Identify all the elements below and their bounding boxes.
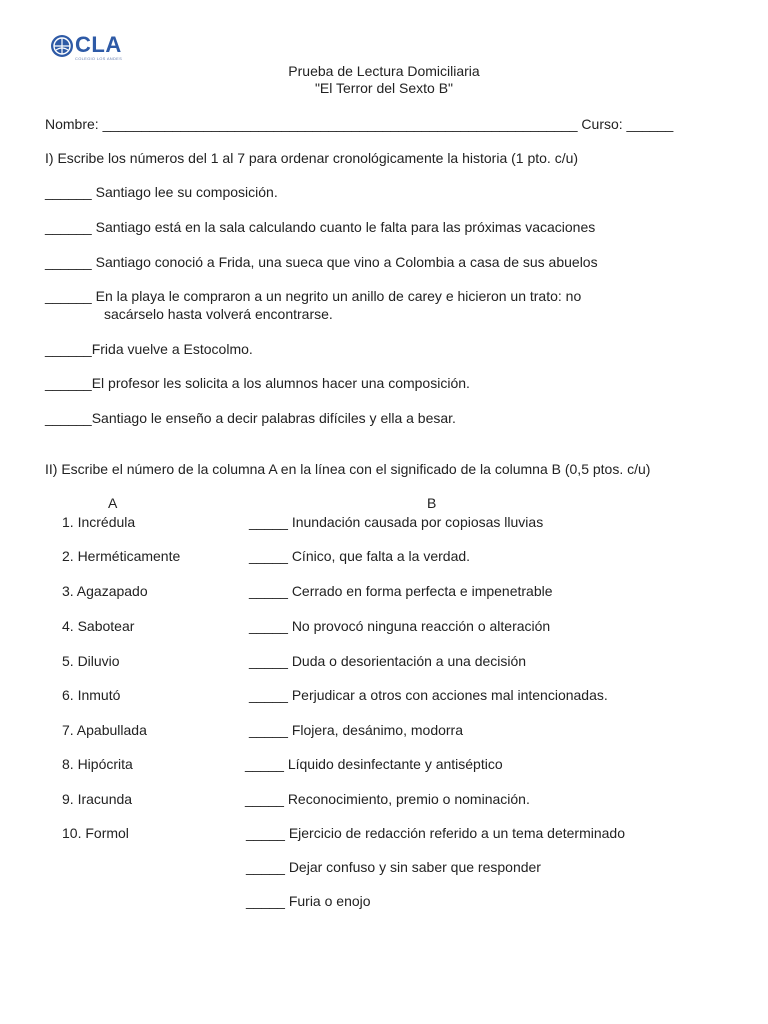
column-a-item: 8. Hipócrita xyxy=(62,756,133,772)
order-item: ______ Santiago lee su composición. xyxy=(45,184,278,200)
column-b-item: _____ Perjudicar a otros con acciones mal intencionadas. xyxy=(249,687,608,703)
order-item: ______Frida vuelve a Estocolmo. xyxy=(45,341,253,357)
column-b-item: _____ Flojera, desánimo, modorra xyxy=(249,722,464,738)
globe-book-icon xyxy=(50,34,74,58)
column-a-item: 9. Iracunda xyxy=(62,791,133,807)
school-logo xyxy=(50,34,122,61)
column-b-item: _____ Líquido desinfectante y antiséptico xyxy=(245,756,503,772)
order-item: ______El profesor les solicita a los alumnos hacer una composición. xyxy=(45,375,470,391)
column-a-item: 3. Agazapado xyxy=(62,583,148,599)
column-b-item: _____ Furia o enojo xyxy=(246,893,371,909)
column-a-item: 6. Inmutó xyxy=(62,687,121,703)
column-a-header: A xyxy=(108,495,118,511)
column-b-item: _____ Ejercicio de redacción referido a un tema determinado xyxy=(246,825,626,841)
order-item: ______Santiago le enseño a decir palabras difíciles y ella a besar. xyxy=(45,410,456,426)
logo-wordmark: CLA xyxy=(75,32,122,57)
document-title: Prueba de Lectura Domiciliaria xyxy=(288,63,480,79)
column-b-item: _____ Duda o desorientación a una decisión xyxy=(249,653,527,669)
order-item-continuation: sacárselo hasta volverá encontrarse. xyxy=(104,306,333,322)
column-a-item: 5. Diluvio xyxy=(62,653,120,669)
column-b-item: _____ Cínico, que falta a la verdad. xyxy=(249,548,471,564)
column-b-item: _____ Reconocimiento, premio o nominación. xyxy=(245,791,530,807)
column-a-item: 1. Incrédula xyxy=(62,514,136,530)
name-course-line: Nombre: _____________________________________________________________ Curso: ______ xyxy=(45,116,674,132)
column-b-header: B xyxy=(427,495,437,511)
order-item: ______ Santiago está en la sala calculando cuanto le falta para las próximas vacaciones xyxy=(45,219,596,235)
column-b-item: _____ Inundación causada por copiosas lluvias xyxy=(249,514,544,530)
column-a-item: 10. Formol xyxy=(62,825,129,841)
document-subtitle: "El Terror del Sexto B" xyxy=(314,80,454,96)
column-a-item: 2. Herméticamente xyxy=(62,548,181,564)
column-a-item: 7. Apabullada xyxy=(62,722,147,738)
section1-instruction: I) Escribe los números del 1 al 7 para ordenar cronológicamente la historia (1 pto. c/u) xyxy=(45,150,579,166)
logo-subtitle: COLEGIO LOS ANDES xyxy=(75,56,123,61)
column-b-item: _____ Cerrado en forma perfecta e impenetrable xyxy=(249,583,553,599)
order-item: ______ Santiago conoció a Frida, una sueca que vino a Colombia a casa de sus abuelos xyxy=(45,254,598,270)
order-item: ______ En la playa le compraron a un negrito un anillo de carey e hicieron un trato: no xyxy=(45,288,582,304)
column-b-item: _____ No provocó ninguna reacción o alteración xyxy=(249,618,551,634)
column-b-item: _____ Dejar confuso y sin saber que responder xyxy=(246,859,541,875)
section2-instruction: II) Escribe el número de la columna A en la línea con el significado de la columna B (0,5 ptos. c/u) xyxy=(45,461,651,477)
column-a-item: 4. Sabotear xyxy=(62,618,135,634)
